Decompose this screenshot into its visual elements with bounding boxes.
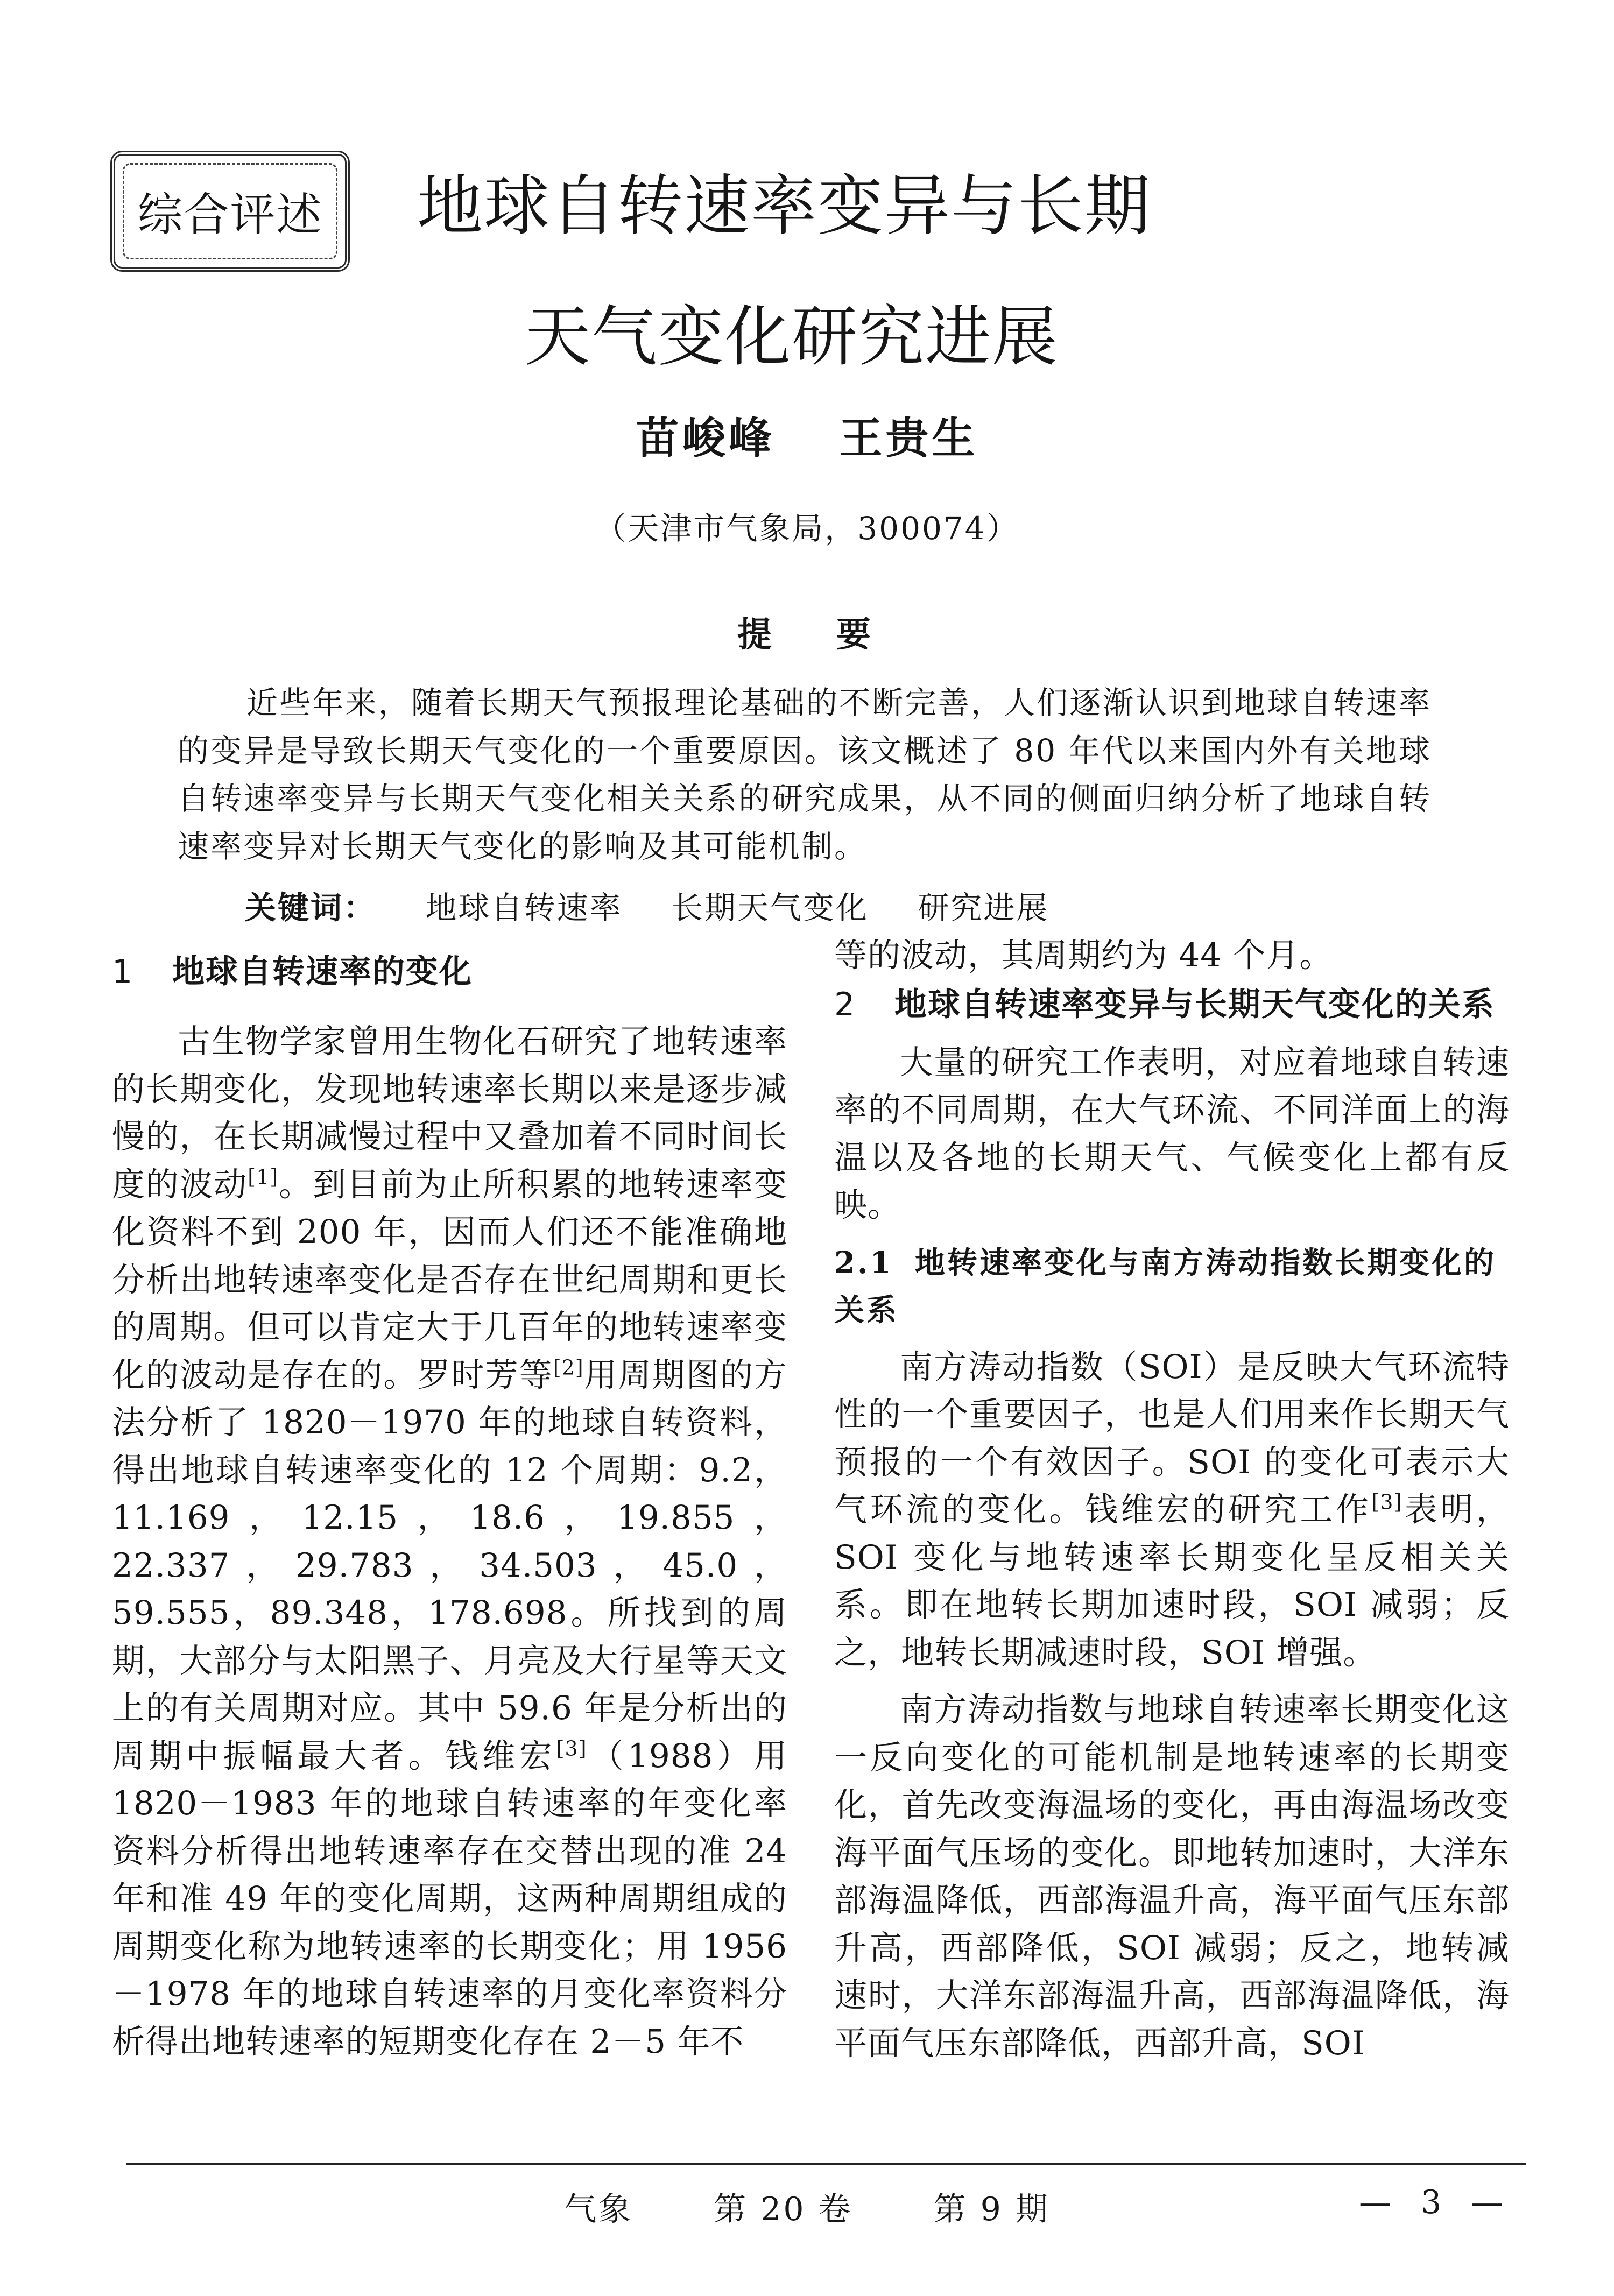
citation-ref[interactable]: [3] <box>556 1736 587 1761</box>
article-title-line-1: 地球自转速率变异与长期 <box>417 168 1151 244</box>
keyword: 研究进展 <box>918 889 1049 926</box>
subsection-title: 地转速率变化与南方涛动指数长期变化的关系 <box>834 1245 1496 1328</box>
keyword: 地球自转速率 <box>425 889 623 926</box>
abstract-body <box>178 679 1432 871</box>
issue-label: 第 9 期 <box>933 2191 1050 2228</box>
section-number: 1 <box>112 953 134 991</box>
body-paragraph: 古生物学家曾用生物化石研究了地转速率的长期变化，发现地转速率长期以来是逐步减慢的，在长期减慢过程中又叠加着不同时间长度的波动[1]。到目前为止所积累的地转速率变化资料不到 200 年，因而人们还不能准确地分析出地转速率变化是否存在世纪周期和更长的周期。但可以肯定大于几百年的地转速率变化的波动是存在的。罗时芳等[2]用周期图的方法分析了 1820－1970 年的地球自转资料，得出地球自转速率变化的 12 个周期：9.2，11.169，12.15，18.6，19.855，22.337，29.783，34.503，45.0，59.555，89.348，178.698。所找到的周期，大部分与太阳黑子、月亮及大行星等天文上的有关周期对应。其中 59.6 年是分析出的周期中振幅最大者。钱维宏[3]（1988）用 1820－1983 年的地球自转速率的年变化率资料分析得出地转速率存在交替出现的准 24 年和准 49 年的变化周期，这两种周期组成的周期变化称为地转速率的长期变化；用 1956－1978 年的地球自转速率的月变化率资料分析得出地转速率的短期变化存在 2－5 年不 <box>112 1022 787 2061</box>
section-number: 2 <box>834 985 856 1023</box>
citation-ref[interactable]: [3] <box>1371 1490 1402 1514</box>
badge-label: 综合评述 <box>137 188 323 241</box>
section-badge <box>110 151 350 272</box>
author-list <box>0 404 1614 465</box>
keyword: 长期天气变化 <box>671 889 869 926</box>
right-column <box>834 932 1510 2067</box>
subsection-2-1-heading <box>834 1239 1510 1334</box>
article-title-line-2: 天气变化研究进展 <box>525 299 1059 375</box>
left-column <box>112 947 787 2066</box>
affiliation: （天津市气象局，300074） <box>595 510 1019 547</box>
subsection-number: 2.1 <box>834 1245 893 1281</box>
journal-name: 气象 <box>564 2191 633 2228</box>
author-name: 苗峻峰 <box>636 413 775 463</box>
citation-ref[interactable]: [2] <box>553 1355 584 1380</box>
keywords-line <box>245 882 1049 928</box>
section-1-heading <box>112 947 787 997</box>
author-name: 王贵生 <box>839 413 978 463</box>
abstract-text: 近些年来，随着长期天气预报理论基础的不断完善，人们逐渐认识到地球自转速率的变异是导致长期天气变化的一个重要原因。该文概述了 80 年代以来国内外有关地球自转速率变异与长期天气变化相关关系的研究成果，从不同的侧面归纳分析了地球自转速率变异对长期天气变化的影响及其可能机制。 <box>178 684 1432 865</box>
keywords-label: 关键词： <box>245 889 377 926</box>
body-paragraph: 大量的研究工作表明，对应着地球自转速率的不同周期，在大气环流、不同洋面上的海温以及各地的长期天气、气候变化上都有反映。 <box>834 1043 1510 1224</box>
footer-rule <box>126 2163 1526 2165</box>
section-title: 地球自转速率变异与长期天气变化的关系 <box>894 985 1495 1023</box>
body-paragraph: 南方涛动指数（SOI）是反映大气环流特性的一个重要因子，也是人们用来作长期天气预报的一个有效因子。SOI 的变化可表示大气环流的变化。钱维宏的研究工作[3]表明，SOI 变化与地转速率长期变化呈反相关关系。即在地转长期加速时段，SOI 减弱；反之，地转长期减速时段，SOI 增强。 <box>834 1347 1510 1672</box>
continued-text: 等的波动，其周期约为 44 个月。 <box>834 936 1333 974</box>
page-number: — 3 — <box>1359 2184 1513 2221</box>
body-paragraph: 南方涛动指数与地球自转速率长期变化这一反向变化的可能机制是地转速率的长期变化，首先改变海温场的变化，再由海温场改变海平面气压场的变化。即地转加速时，大洋东部海温降低，西部海温升高，海平面气压东部升高，西部降低，SOI 减弱；反之，地转减速时，大洋东部海温升高，西部海温降低，海平面气压东部降低，西部升高，SOI <box>834 1691 1510 2062</box>
abstract-heading: 提要 <box>737 615 935 655</box>
section-title: 地球自转速率的变化 <box>172 953 473 991</box>
volume-label: 第 20 卷 <box>714 2191 853 2228</box>
section-2-heading <box>834 980 1510 1029</box>
citation-ref[interactable]: [1] <box>248 1165 279 1189</box>
